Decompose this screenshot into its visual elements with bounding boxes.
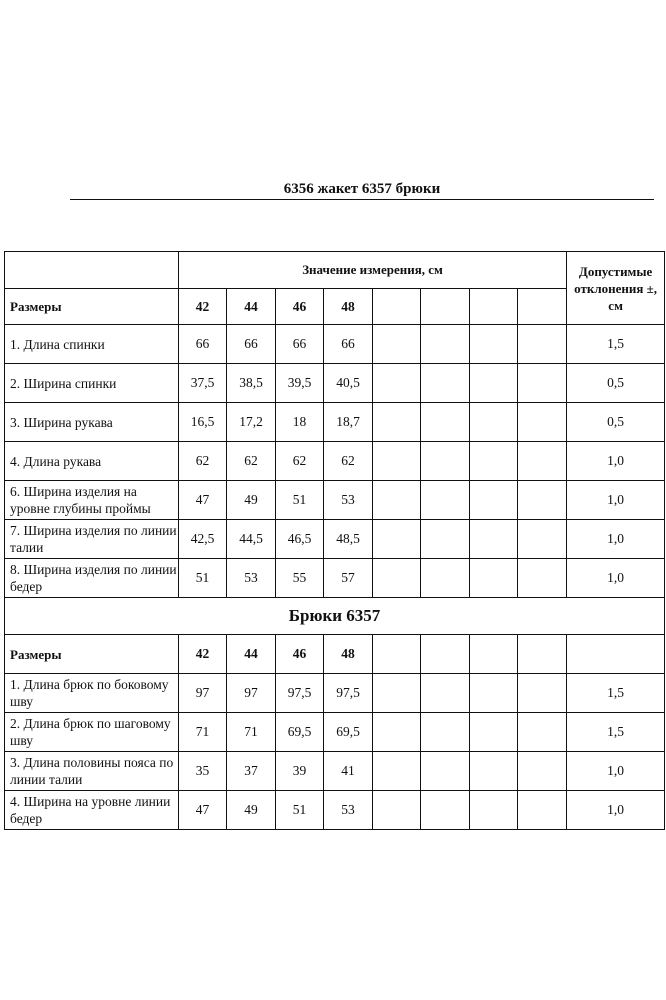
measurement-label: 8. Ширина изделия по линии бедер: [5, 559, 179, 598]
measurement-label: 1. Длина спинки: [5, 325, 179, 364]
value-cell: 62: [179, 442, 227, 481]
value-cell: 53: [227, 559, 276, 598]
measurement-label: 7. Ширина изделия по линии талии: [5, 520, 179, 559]
jacket-table-row: [5, 325, 665, 364]
empty-cell: [373, 752, 421, 791]
empty-cell: [518, 791, 567, 830]
empty-cell: [421, 674, 470, 713]
size-chart-table: [4, 251, 665, 830]
size-cell: 48: [324, 289, 373, 325]
size-cell: 48: [324, 635, 373, 674]
value-cell: 37,5: [179, 364, 227, 403]
empty-cell: [470, 635, 518, 674]
trousers-table-row: [5, 791, 665, 830]
empty-cell: [373, 791, 421, 830]
value-cell: 46,5: [276, 520, 324, 559]
size-cell: 42: [179, 635, 227, 674]
measurement-label: 4. Длина рукава: [5, 442, 179, 481]
empty-cell: [518, 442, 567, 481]
empty-cell: [373, 559, 421, 598]
tolerance-cell: 1,0: [567, 520, 665, 559]
value-cell: 97: [227, 674, 276, 713]
empty-cell: [470, 403, 518, 442]
empty-cell: [373, 403, 421, 442]
size-cell: 44: [227, 289, 276, 325]
empty-cell: [518, 364, 567, 403]
value-cell: 51: [179, 559, 227, 598]
value-cell: 40,5: [324, 364, 373, 403]
empty-cell: [421, 635, 470, 674]
empty-cell: [470, 325, 518, 364]
value-cell: 55: [276, 559, 324, 598]
value-cell: 62: [324, 442, 373, 481]
value-cell: 39,5: [276, 364, 324, 403]
value-cell: 66: [227, 325, 276, 364]
measurement-header: Значение измерения, см: [179, 252, 567, 289]
empty-cell: [518, 520, 567, 559]
measurement-label: 3. Длина половины пояса по линии талии: [5, 752, 179, 791]
jacket-table-row: [5, 481, 665, 520]
value-cell: 97,5: [276, 674, 324, 713]
empty-cell: [421, 442, 470, 481]
measurement-label: 4. Ширина на уровне линии бедер: [5, 791, 179, 830]
value-cell: 97,5: [324, 674, 373, 713]
empty-cell: [518, 403, 567, 442]
header-row: [5, 252, 665, 289]
empty-cell: [470, 442, 518, 481]
tolerance-cell: 1,5: [567, 674, 665, 713]
value-cell: 51: [276, 791, 324, 830]
tolerance-cell: 1,0: [567, 752, 665, 791]
header-blank-cell: [5, 252, 179, 289]
empty-cell: [470, 791, 518, 830]
empty-cell: [470, 674, 518, 713]
empty-cell: [373, 325, 421, 364]
size-cell: 42: [179, 289, 227, 325]
empty-cell: [470, 520, 518, 559]
value-cell: 18,7: [324, 403, 373, 442]
value-cell: 17,2: [227, 403, 276, 442]
size-cell: 44: [227, 635, 276, 674]
empty-cell: [421, 364, 470, 403]
empty-cell: [470, 364, 518, 403]
value-cell: 57: [324, 559, 373, 598]
tolerance-header: Допустимые отклонения ±, см: [567, 252, 665, 325]
empty-cell: [470, 713, 518, 752]
empty-cell: [518, 289, 567, 325]
empty-cell: [470, 559, 518, 598]
value-cell: 42,5: [179, 520, 227, 559]
measurement-label: 1. Длина брюк по боковому шву: [5, 674, 179, 713]
value-cell: 69,5: [276, 713, 324, 752]
empty-cell: [373, 364, 421, 403]
tolerance-cell: 1,5: [567, 325, 665, 364]
empty-cell: [567, 635, 665, 674]
measurement-label: 2. Длина брюк по шаговому шву: [5, 713, 179, 752]
empty-cell: [518, 559, 567, 598]
measurement-label: 3. Ширина рукава: [5, 403, 179, 442]
value-cell: 71: [227, 713, 276, 752]
empty-cell: [421, 403, 470, 442]
document-title: 6356 жакет 6357 брюки: [283, 181, 441, 197]
empty-cell: [373, 289, 421, 325]
value-cell: 51: [276, 481, 324, 520]
empty-cell: [518, 674, 567, 713]
value-cell: 18: [276, 403, 324, 442]
empty-cell: [518, 325, 567, 364]
empty-cell: [518, 752, 567, 791]
value-cell: 41: [324, 752, 373, 791]
measurement-label: 6. Ширина изделия на уровне глубины проймы: [5, 481, 179, 520]
empty-cell: [373, 674, 421, 713]
trousers-table-row: [5, 674, 665, 713]
trousers-table-row: [5, 752, 665, 791]
value-cell: 47: [179, 791, 227, 830]
empty-cell: [470, 481, 518, 520]
empty-cell: [421, 713, 470, 752]
trousers-sizes-row: [5, 635, 665, 674]
empty-cell: [373, 713, 421, 752]
empty-cell: [373, 481, 421, 520]
value-cell: 66: [179, 325, 227, 364]
title-underline: [70, 199, 654, 200]
tolerance-cell: 0,5: [567, 364, 665, 403]
sizes-row: [5, 289, 665, 325]
empty-cell: [373, 635, 421, 674]
empty-cell: [421, 791, 470, 830]
tolerance-cell: 0,5: [567, 403, 665, 442]
value-cell: 53: [324, 481, 373, 520]
empty-cell: [518, 635, 567, 674]
empty-cell: [421, 481, 470, 520]
empty-cell: [518, 713, 567, 752]
empty-cell: [518, 481, 567, 520]
empty-cell: [373, 442, 421, 481]
value-cell: 37: [227, 752, 276, 791]
size-cell: 46: [276, 635, 324, 674]
empty-cell: [421, 752, 470, 791]
value-cell: 97: [179, 674, 227, 713]
empty-cell: [421, 559, 470, 598]
tolerance-cell: 1,0: [567, 791, 665, 830]
sizes-label: Размеры: [5, 289, 179, 325]
trousers-table-row: [5, 713, 665, 752]
value-cell: 35: [179, 752, 227, 791]
empty-cell: [373, 520, 421, 559]
tolerance-cell: 1,0: [567, 559, 665, 598]
empty-cell: [470, 752, 518, 791]
section-row: [5, 598, 665, 635]
value-cell: 49: [227, 791, 276, 830]
value-cell: 47: [179, 481, 227, 520]
jacket-table-row: [5, 403, 665, 442]
value-cell: 69,5: [324, 713, 373, 752]
value-cell: 44,5: [227, 520, 276, 559]
tolerance-cell: 1,0: [567, 442, 665, 481]
value-cell: 66: [324, 325, 373, 364]
value-cell: 62: [227, 442, 276, 481]
value-cell: 53: [324, 791, 373, 830]
value-cell: 62: [276, 442, 324, 481]
empty-cell: [470, 289, 518, 325]
sizes-label: Размеры: [5, 635, 179, 674]
tolerance-cell: 1,5: [567, 713, 665, 752]
measurement-label: 2. Ширина спинки: [5, 364, 179, 403]
jacket-table-row: [5, 442, 665, 481]
empty-cell: [421, 520, 470, 559]
value-cell: 71: [179, 713, 227, 752]
value-cell: 39: [276, 752, 324, 791]
tolerance-cell: 1,0: [567, 481, 665, 520]
jacket-table-row: [5, 520, 665, 559]
jacket-table-row: [5, 364, 665, 403]
size-cell: 46: [276, 289, 324, 325]
value-cell: 66: [276, 325, 324, 364]
value-cell: 16,5: [179, 403, 227, 442]
empty-cell: [421, 325, 470, 364]
value-cell: 38,5: [227, 364, 276, 403]
jacket-table-row: [5, 559, 665, 598]
value-cell: 49: [227, 481, 276, 520]
value-cell: 48,5: [324, 520, 373, 559]
empty-cell: [421, 289, 470, 325]
section-title: Брюки 6357: [5, 598, 665, 635]
